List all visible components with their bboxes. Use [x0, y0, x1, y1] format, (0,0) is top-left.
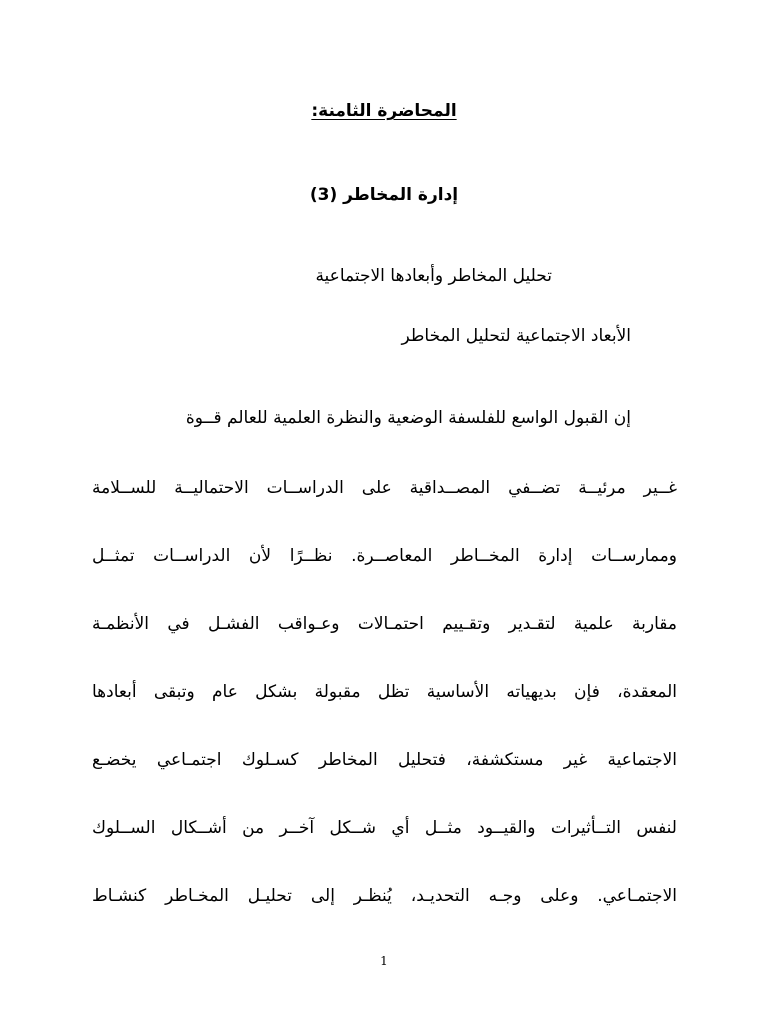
paragraph-line-8: الاجتمـاعي. وعلى وجـه التحديـد، يُنظـر إلى تحليـل المخـاطر كنشـاط — [92, 886, 677, 906]
paragraph-line-6: الاجتماعية غير مستكشفة، فتحليل المخاطر كسـلوك اجتمـاعي يخضـع — [92, 750, 677, 770]
subsection-heading: الأبعاد الاجتماعية لتحليل المخاطر — [401, 326, 631, 346]
paragraph-line-1: إن القبول الواسع للفلسفة الوضعية والنظرة العلمية للعالم قــوة — [185, 408, 631, 428]
paragraph-line-5: المعقدة، فإن بديهياته الأساسية تظل مقبولة بشكل عام وتبقى أبعادها — [92, 682, 677, 702]
page-number: 1 — [380, 954, 388, 968]
subject-title: إدارة المخاطر (3) — [309, 185, 459, 205]
paragraph-line-7: لنفس التــأثيرات والقيــود مثــل أي شــكل آخــر من أشــكال الســلوك — [92, 818, 677, 838]
lecture-title: المحاضرة الثامنة: — [311, 101, 457, 121]
section-heading: تحليل المخاطر وأبعادها الاجتماعية — [315, 266, 552, 286]
paragraph-line-3: وممارســات إدارة المخــاطر المعاصــرة. نظــرًا لأن الدراســات تمثــل — [92, 546, 677, 566]
paragraph-line-2: غــير مرئيــة تضــفي المصــداقية على الدراســات الاحتماليــة للســلامة — [92, 478, 677, 498]
paragraph-line-4: مقاربة علمية لتقـدير وتقـييم احتمـالات وعـواقب الفشـل في الأنظمـة — [92, 614, 677, 634]
